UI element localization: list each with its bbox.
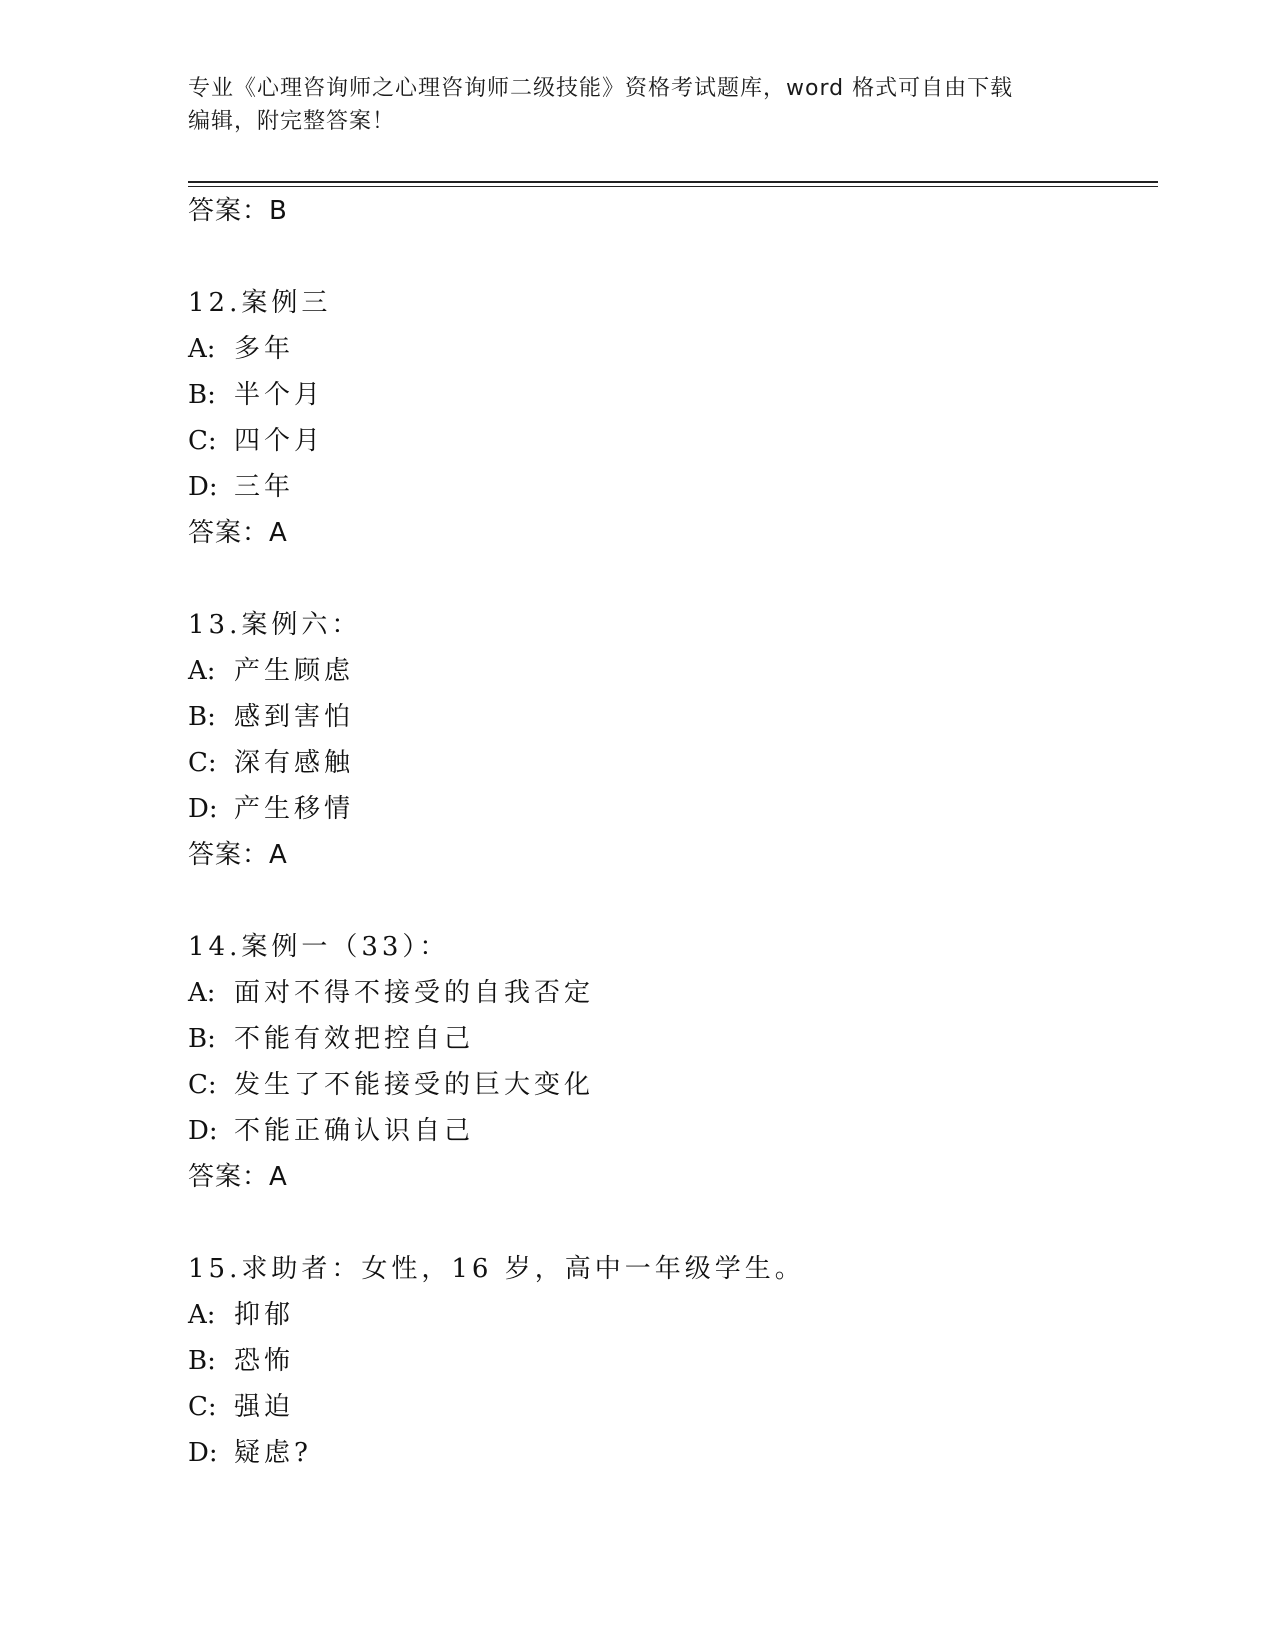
- option-c: [188, 1062, 1148, 1108]
- header-line-2: 编辑，附完整答案！: [188, 109, 396, 134]
- option-letter: B:: [188, 702, 216, 732]
- option-text: 强迫: [234, 1392, 295, 1422]
- option-b: [188, 694, 1148, 740]
- question-block: [188, 1246, 1148, 1476]
- option-letter: A:: [188, 978, 216, 1008]
- option-c: [188, 740, 1148, 786]
- spacer: [188, 556, 1148, 602]
- option-text: 不能有效把控自己: [234, 1024, 475, 1054]
- option-a: [188, 648, 1148, 694]
- option-text: 多年: [234, 334, 295, 364]
- spacer: [188, 234, 1148, 280]
- question-answer: 答案：A: [188, 840, 288, 870]
- spacer: [188, 878, 1148, 924]
- option-d: [188, 1108, 1148, 1154]
- option-text: 半个月: [234, 380, 325, 410]
- option-letter: D:: [188, 472, 218, 502]
- document-header: [188, 72, 1088, 138]
- option-letter: D:: [188, 1116, 218, 1146]
- option-text: 恐怖: [234, 1346, 295, 1376]
- option-c: [188, 1384, 1148, 1430]
- header-line-1: 专业《心理咨询师之心理咨询师二级技能》资格考试题库，word 格式可自由下载: [188, 76, 1014, 101]
- option-a: [188, 970, 1148, 1016]
- option-letter: A:: [188, 334, 216, 364]
- option-b: [188, 1016, 1148, 1062]
- option-text: 四个月: [234, 426, 325, 456]
- option-letter: B:: [188, 1024, 216, 1054]
- option-d: [188, 464, 1148, 510]
- question-block: [188, 924, 1148, 1200]
- option-text: 不能正确认识自己: [234, 1116, 475, 1146]
- option-b: [188, 1338, 1148, 1384]
- option-text: 抑郁: [234, 1300, 295, 1330]
- option-a: [188, 326, 1148, 372]
- question-title: 14.案例一（33）：: [188, 932, 450, 962]
- header-rule-thin: [188, 186, 1158, 187]
- option-text: 产生移情: [234, 794, 355, 824]
- question-answer: 答案：A: [188, 518, 288, 548]
- question-title: 15.求助者：女性，16 岁，高中一年级学生。: [188, 1254, 805, 1284]
- question-title: 12.案例三: [188, 288, 332, 318]
- option-letter: D:: [188, 794, 218, 824]
- option-text: 疑虑?: [234, 1438, 312, 1468]
- option-text: 三年: [234, 472, 295, 502]
- option-text: 发生了不能接受的巨大变化: [234, 1070, 595, 1100]
- question-list: [188, 188, 1148, 1476]
- option-letter: A:: [188, 656, 216, 686]
- question-block: [188, 280, 1148, 556]
- spacer: [188, 1200, 1148, 1246]
- option-letter: B:: [188, 380, 216, 410]
- question-answer: 答案：A: [188, 1162, 288, 1192]
- question-block: [188, 602, 1148, 878]
- option-c: [188, 418, 1148, 464]
- option-letter: C:: [188, 1392, 217, 1422]
- option-letter: A:: [188, 1300, 216, 1330]
- option-text: 深有感触: [234, 748, 355, 778]
- option-letter: C:: [188, 426, 217, 456]
- question-title: 13.案例六：: [188, 610, 362, 640]
- option-a: [188, 1292, 1148, 1338]
- option-text: 产生顾虑: [234, 656, 355, 686]
- previous-answer: 答案：B: [188, 196, 288, 226]
- option-d: [188, 786, 1148, 832]
- option-text: 感到害怕: [234, 702, 355, 732]
- option-letter: C:: [188, 1070, 217, 1100]
- option-b: [188, 372, 1148, 418]
- option-letter: B:: [188, 1346, 216, 1376]
- option-text: 面对不得不接受的自我否定: [234, 978, 595, 1008]
- option-d: [188, 1430, 1148, 1476]
- option-letter: D:: [188, 1438, 218, 1468]
- header-rule-thick: [188, 181, 1158, 183]
- option-letter: C:: [188, 748, 217, 778]
